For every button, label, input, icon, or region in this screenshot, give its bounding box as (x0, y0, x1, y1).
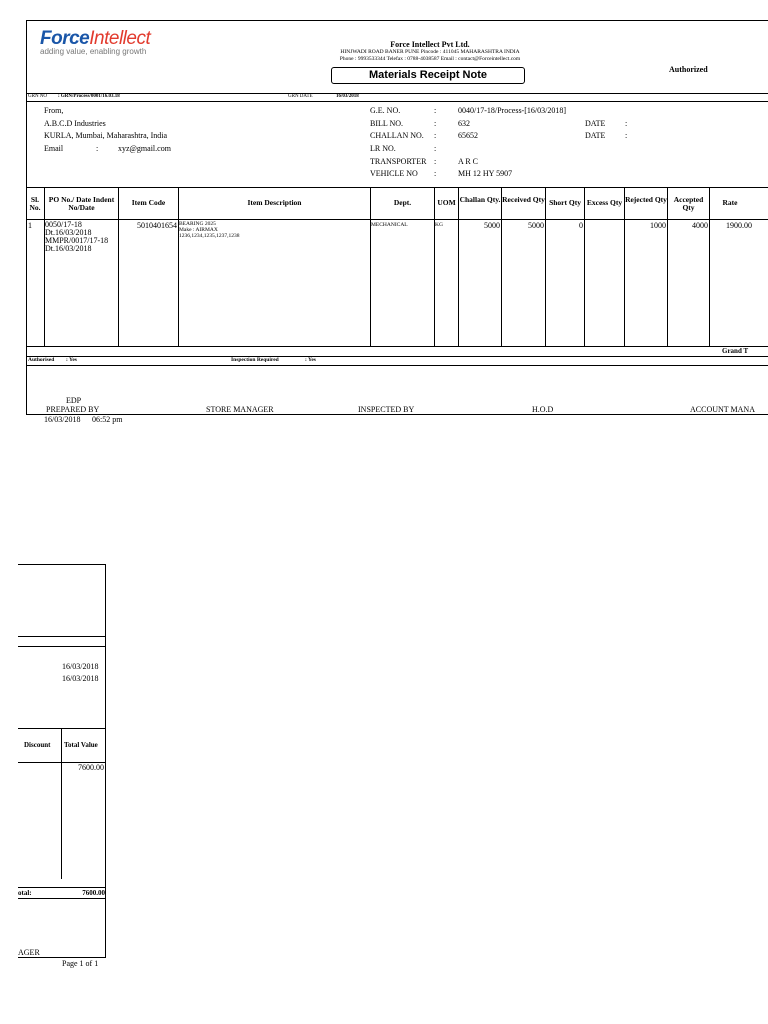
p2-rule (18, 957, 105, 958)
row-po-line: Dt.16/03/2018 (45, 228, 92, 237)
authorised-value: : Yes (66, 357, 77, 363)
signature-bottom-rule (26, 414, 768, 415)
company-tagline: adding value, enabling growth (40, 47, 147, 56)
p2-grand-total: 7600.00 (82, 889, 105, 897)
row-po (45, 221, 108, 253)
print-date: 16/03/2018 (44, 415, 81, 424)
header-challan-qty: Challan Qty. (459, 195, 501, 204)
col-divider (370, 187, 371, 346)
authorised-label: Authorised (28, 357, 55, 363)
row-desc-line: BEARING 2025 (179, 221, 216, 227)
row-po-line: MMPR/0017/17-18 (45, 236, 109, 245)
header-item-code: Item Code (131, 198, 166, 207)
page-number: Page 1 of 1 (62, 959, 99, 968)
prepared-by-label: PREPARED BY (46, 405, 100, 414)
grn-top-rule (26, 93, 768, 94)
transporter-value: A R C (458, 157, 479, 166)
inspected-by-label: INSPECTED BY (358, 405, 415, 414)
p2-rule (18, 646, 105, 647)
header-accepted-qty: Accepted Qty (673, 195, 704, 212)
logo-secondary: Intellect (89, 28, 151, 49)
row-accepted-qty: 4000 (692, 221, 708, 230)
col-divider (545, 187, 546, 346)
header-uom: UOM (437, 198, 456, 207)
header-received-qty: Received Qty (502, 195, 545, 204)
col-divider (501, 187, 502, 346)
p2-rule (18, 887, 105, 888)
p2-rule (18, 564, 105, 565)
row-short-qty: 0 (579, 221, 583, 230)
header-excess-qty: Excess Qty (586, 198, 623, 207)
challan-no-value: 65652 (458, 131, 478, 140)
account-manager-label: ACCOUNT MANA (690, 405, 755, 414)
store-manager-label: STORE MANAGER (206, 405, 274, 414)
row-rate: 1900.00 (726, 221, 752, 230)
col-divider (709, 187, 710, 346)
row-challan-qty: 5000 (484, 221, 500, 230)
p2-right-border (105, 564, 106, 958)
ge-no-sep: : (434, 106, 437, 115)
col-divider (434, 187, 435, 346)
grn-bottom-rule (26, 101, 768, 102)
from-email-label: Email (44, 144, 64, 153)
grn-no-label: GRN NO (28, 94, 48, 99)
company-contact: Phone : 9993533344 Telefax : 0788-4038587 Email : contact@Forceintellect.com (339, 56, 521, 62)
row-sl: 1 (28, 221, 32, 230)
header-rejected-qty: Rejected Qty (625, 195, 667, 204)
from-email-value: xyz@gmail.com (118, 144, 171, 153)
transporter-label: TRANSPORTER (370, 157, 427, 166)
bill-no-value: 632 (458, 119, 470, 128)
logo-primary: Force (40, 28, 90, 49)
vehicle-no-sep: : (434, 169, 437, 178)
ge-no-value: 0040/17-18/Process-[16/03/2018] (458, 106, 566, 115)
table-bottom-rule (26, 346, 768, 347)
p2-manager-fragment: AGER (18, 948, 40, 957)
p2-total-label: otal: (18, 889, 32, 897)
date-sep-1: : (625, 119, 628, 128)
ge-no-label: G.E. NO. (370, 106, 401, 115)
row-item-description (179, 221, 240, 239)
date-label-2: DATE (585, 131, 606, 140)
hod-label: H.O.D (532, 405, 554, 414)
col-divider (624, 187, 625, 346)
date-label-1: DATE (585, 119, 606, 128)
grn-no-value: : GRN/Process/0001/16.03.18 (58, 94, 120, 99)
col-divider (584, 187, 585, 346)
row-po-line: Dt.16/03/2018 (45, 244, 92, 253)
col-divider (458, 187, 459, 346)
from-label: From, (44, 106, 64, 115)
authorized-stamp: Authorized (669, 65, 708, 74)
p2-total-value-header: Total Value (64, 741, 98, 749)
inspection-required-value: : Yes (305, 357, 316, 363)
page-left-border (26, 20, 27, 414)
company-address: HINJWADI ROAD BANER PUNE Pincode : 411045 MAHARASHTRA INDIA (340, 49, 520, 55)
header-top-rule (26, 20, 768, 21)
row-po-line: 0050/17-18 (45, 220, 82, 229)
p2-rule (18, 636, 105, 637)
challan-no-label: CHALLAN NO. (370, 131, 424, 140)
header-rate: Rate (722, 198, 738, 207)
row-rejected-qty: 1000 (650, 221, 666, 230)
bill-no-label: BILL NO. (370, 119, 404, 128)
table-header-rule (26, 219, 768, 220)
row-desc-line: 1236,1234,1235,1237,1238 (179, 233, 240, 239)
from-address: KURLA, Mumbai, Maharashtra, India (44, 131, 168, 140)
lr-no-sep: : (434, 144, 437, 153)
col-divider (118, 187, 119, 346)
bill-no-sep: : (434, 119, 437, 128)
header-item-description: Item Description (247, 198, 302, 207)
lr-no-label: LR NO. (370, 144, 396, 153)
p2-rule (18, 898, 105, 899)
inspection-required-label: Inspection Required (231, 357, 279, 363)
from-email-sep: : (96, 144, 99, 153)
print-time: 06:52 pm (92, 415, 123, 424)
p2-date-1: 16/03/2018 (62, 662, 99, 671)
document-title: Materials Receipt Note (331, 67, 525, 84)
row-dept: MECHANICAL (371, 222, 408, 228)
row-received-qty: 5000 (528, 221, 544, 230)
authorised-bottom-rule (26, 365, 768, 366)
row-item-code: 5010401654 (137, 221, 177, 230)
p2-total-value: 7600.00 (78, 763, 104, 772)
from-name: A.B.C.D Industries (44, 119, 106, 128)
grand-total-label: Grand T (722, 347, 749, 355)
grand-total-rule (26, 356, 768, 357)
grn-date-value: 16/03/2018 (336, 94, 359, 99)
header-sl-no: Sl. No. (29, 195, 41, 212)
row-desc-line: Make : AIRMAX (179, 227, 218, 233)
header-dept: Dept. (393, 198, 412, 207)
date-sep-2: : (625, 131, 628, 140)
col-divider (178, 187, 179, 346)
header-short-qty: Short Qty (549, 198, 581, 207)
vehicle-no-label: VEHICLE NO (370, 169, 418, 178)
p2-discount-header: Discount (24, 741, 51, 749)
challan-no-sep: : (434, 131, 437, 140)
header-po-no: PO No./ Date Indent No/Date (48, 195, 115, 212)
company-name: Force Intellect Pvt Ltd. (390, 40, 470, 49)
table-top-rule (26, 187, 768, 188)
row-uom: KG (435, 222, 443, 228)
transporter-sep: : (434, 157, 437, 166)
p2-col-divider (61, 728, 62, 879)
vehicle-no-value: MH 12 HY 5907 (458, 169, 513, 178)
p2-date-2: 16/03/2018 (62, 674, 99, 683)
grn-date-label: GRN DATE (288, 94, 313, 99)
edp-label: EDP (66, 396, 82, 405)
